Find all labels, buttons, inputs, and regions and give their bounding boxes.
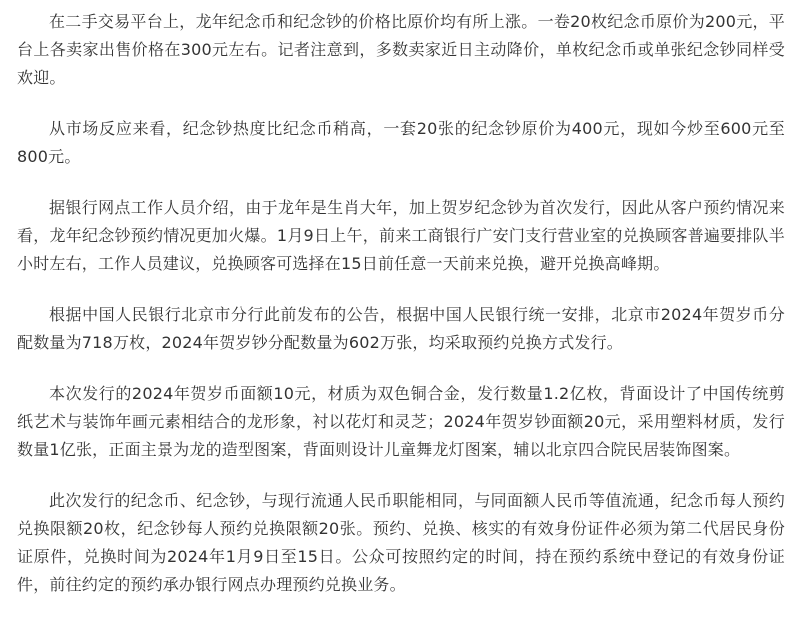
paragraph-issue-details: 本次发行的2024年贺岁币面额10元，材质为双色铜合金，发行数量1.2亿枚，背面设计了中国传统剪纸艺术与装饰年画元素相结合的龙形象，衬以花灯和灵芝；2024年贺岁钞面额20元，采用塑料材质，发行数量1亿张，正面主景为龙的造型图案，背面则设计儿童舞龙灯图案，辅以北京四合院民居装饰图案。: [17, 384, 785, 459]
paragraph-market-reaction: 从市场反应来看，纪念钞热度比纪念币稍高，一套20张的纪念钞原价为400元，现如今炒至600元至800元。: [17, 119, 785, 166]
paragraph-resale-prices: 在二手交易平台上，龙年纪念币和纪念钞的价格比原价均有所上涨。一卷20枚纪念币原价为200元，平台上各卖家出售价格在300元左右。记者注意到，多数卖家近日主动降价，单枚纪念币或单张纪念钞同样受欢迎。: [17, 12, 785, 87]
paragraph-bank-reservations: 据银行网点工作人员介绍，由于龙年是生肖大年，加上贺岁纪念钞为首次发行，因此从客户预约情况来看，龙年纪念钞预约情况更加火爆。1月9日上午，前来工商银行广安门支行营业室的兑换顾客普遍要排队半小时左右，工作人员建议，兑换顾客可选择在15日前任意一天前来兑换，避开兑换高峰期。: [17, 198, 785, 273]
paragraph-exchange-rules: 此次发行的纪念币、纪念钞，与现行流通人民币职能相同，与同面额人民币等值流通，纪念币每人预约兑换限额20枚，纪念钞每人预约兑换限额20张。预约、兑换、核实的有效身份证件必须为第二代居民身份证原件，兑换时间为2024年1月9日至15日。公众可按照约定的时间，持在预约系统中登记的有效身份证件，前往约定的预约承办银行网点办理预约兑换业务。: [17, 491, 785, 594]
paragraph-beijing-allocation: 根据中国人民银行北京市分行此前发布的公告，根据中国人民银行统一安排，北京市2024年贺岁币分配数量为718万枚，2024年贺岁钞分配数量为602万张，均采取预约兑换方式发行。: [17, 305, 785, 352]
article-body: [17, 8, 785, 622]
